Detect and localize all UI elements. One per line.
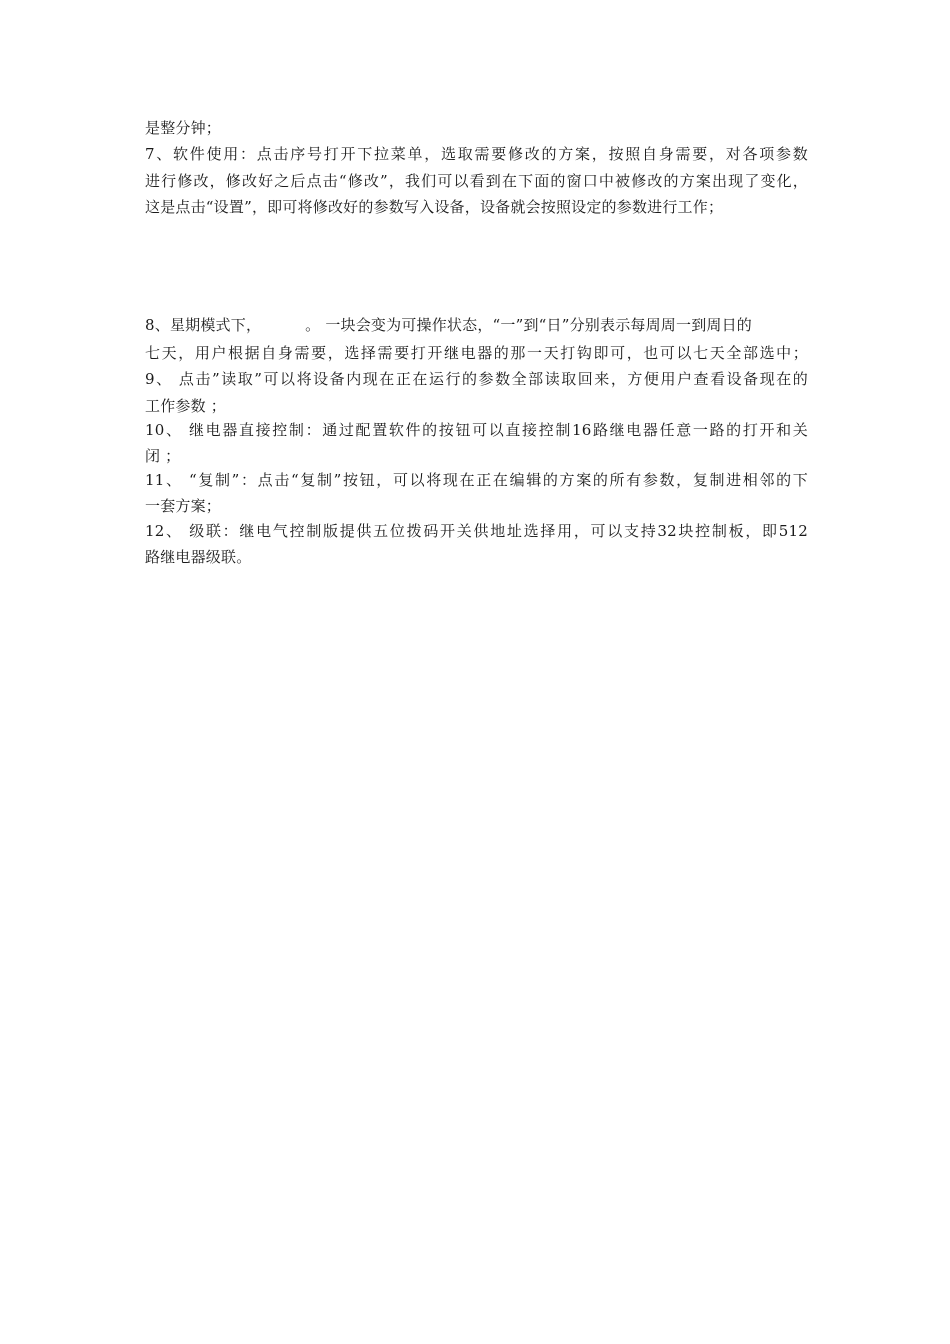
- text-segment: 8、星期模式下，: [145, 316, 262, 334]
- text-line: 进行修改，修改好之后点击“修改”，我们可以看到在下面的窗口中被修改的方案出现了变化，: [145, 172, 808, 190]
- text-line: 闭 ；: [145, 447, 181, 465]
- text-line: 10、 继电器直接控制：通过配置软件的按钮可以直接控制16路继电器任意一路的打开和关: [145, 421, 808, 439]
- text-segment: 。 一块会变为可操作状态，“一”到“日”分别表示每周周一到周日的: [305, 316, 753, 334]
- text-line: 工作参数 ；: [145, 397, 226, 415]
- text-line: 这是点击“设置”，即可将修改好的参数写入设备，设备就会按照设定的参数进行工作；: [145, 198, 724, 216]
- text-line: 一套方案；: [145, 497, 222, 515]
- text-line: 9、 点击”读取”可以将设备内现在正在运行的参数全部读取回来，方便用户查看设备现在的: [145, 370, 808, 388]
- text-line: 12、 级联：继电气控制版提供五位拨码开关供地址选择用，可以支持32块控制板，即512: [145, 522, 808, 540]
- text-line: 是整分钟；: [145, 119, 222, 137]
- text-line: [145, 315, 752, 335]
- text-line: 路继电器级联。: [145, 548, 252, 566]
- text-line: 七天，用户根据自身需要，选择需要打开继电器的那一天打钩即可，也可以七天全部选中；: [145, 344, 808, 362]
- text-line: 11、 “复制”：点击“复制”按钮，可以将现在正在编辑的方案的所有参数，复制进相邻的下: [145, 471, 808, 489]
- text-line: 7、软件使用：点击序号打开下拉菜单，选取需要修改的方案，按照自身需要，对各项参数: [145, 145, 808, 163]
